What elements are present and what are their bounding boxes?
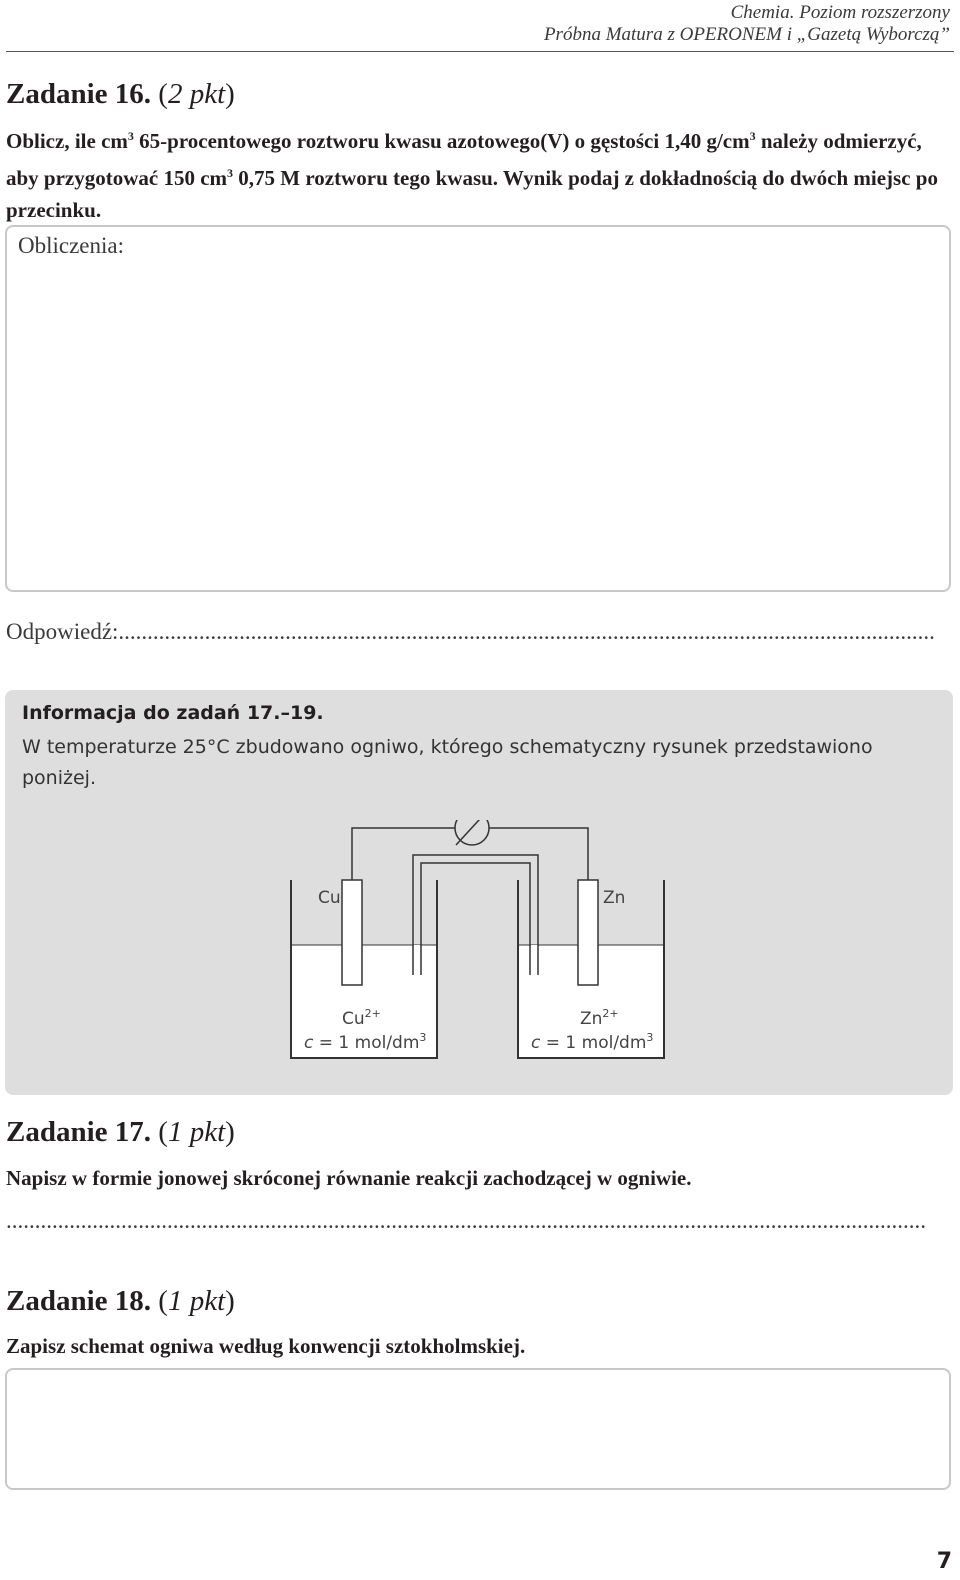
task-16-heading: Zadanie 16. bbox=[6, 78, 152, 110]
info-title: Informacja do zadań 17.–19. bbox=[22, 702, 324, 724]
task-16-title bbox=[6, 78, 235, 111]
page-header bbox=[544, 2, 950, 46]
task-16-question: Oblicz, ile $cm^3$ 65-procentowego roztworu kwasu azotowego(V) o gęstości 1,40 $g/cm^3$ należy odmierzyć, aby przygotować 150 $cm^3$ 0,75 M roztworu tego kwasu. Wynik podaj z dokładnością do dwóch miejsc po przecinku. bbox=[6, 129, 938, 222]
zn-concentration-label: c = 1 mol/$dm^3$ bbox=[531, 1031, 654, 1053]
zn-electrode bbox=[578, 880, 598, 985]
task-18-points: (1 pkt) bbox=[158, 1285, 235, 1317]
task-18-answer-box[interactable] bbox=[5, 1368, 951, 1490]
cu-ion-label: $Cu^{2+}$ bbox=[342, 1007, 381, 1029]
calculations-label: Obliczenia: bbox=[18, 233, 125, 258]
task-18-heading: Zadanie 18. bbox=[6, 1285, 152, 1317]
header-divider bbox=[6, 51, 954, 52]
task-18-question: Zapisz schemat ogniwa według konwencji sztokholmskiej. bbox=[6, 1334, 526, 1358]
task-17-answer-line[interactable]: ................................................................................................................................................................ bbox=[6, 1208, 926, 1233]
cu-concentration-label: c = 1 mol/$dm^3$ bbox=[304, 1031, 427, 1053]
answer-label: Odpowiedź: bbox=[6, 619, 119, 644]
task-16-answer-line[interactable] bbox=[6, 619, 950, 645]
cu-electrode-label: Cu bbox=[318, 888, 341, 908]
zn-ion-label: $Zn^{2+}$ bbox=[580, 1007, 619, 1029]
task-17-question: Napisz w formie jonowej skróconej równanie reakcji zachodzącej w ogniwie. bbox=[6, 1166, 692, 1190]
salt-bridge-leg-right bbox=[531, 945, 537, 975]
task-17-heading: Zadanie 17. bbox=[6, 1116, 152, 1148]
cu-electrode bbox=[342, 880, 362, 985]
header-exam: Próbna Matura z OPERONEM i „Gazetą Wyborczą” bbox=[543, 24, 950, 45]
header-subject: Chemia. Poziom rozszerzony bbox=[730, 2, 950, 23]
zn-electrode-label: Zn bbox=[603, 888, 626, 908]
page-number: 7 bbox=[936, 1549, 952, 1574]
galvanic-cell-diagram bbox=[0, 820, 960, 1080]
salt-bridge-leg-left bbox=[414, 945, 420, 975]
info-text: W temperaturze 25°C zbudowano ogniwo, którego schematyczny rysunek przedstawiono poniżej. bbox=[22, 736, 873, 789]
calculations-box[interactable] bbox=[5, 225, 951, 592]
answer-dots: .............................................................................................................................................. bbox=[118, 619, 935, 644]
task-18-title bbox=[6, 1285, 235, 1318]
task-16-points: (2 pkt) bbox=[158, 78, 235, 110]
task-17-title bbox=[6, 1116, 235, 1149]
task-17-points: (1 pkt) bbox=[158, 1116, 235, 1148]
